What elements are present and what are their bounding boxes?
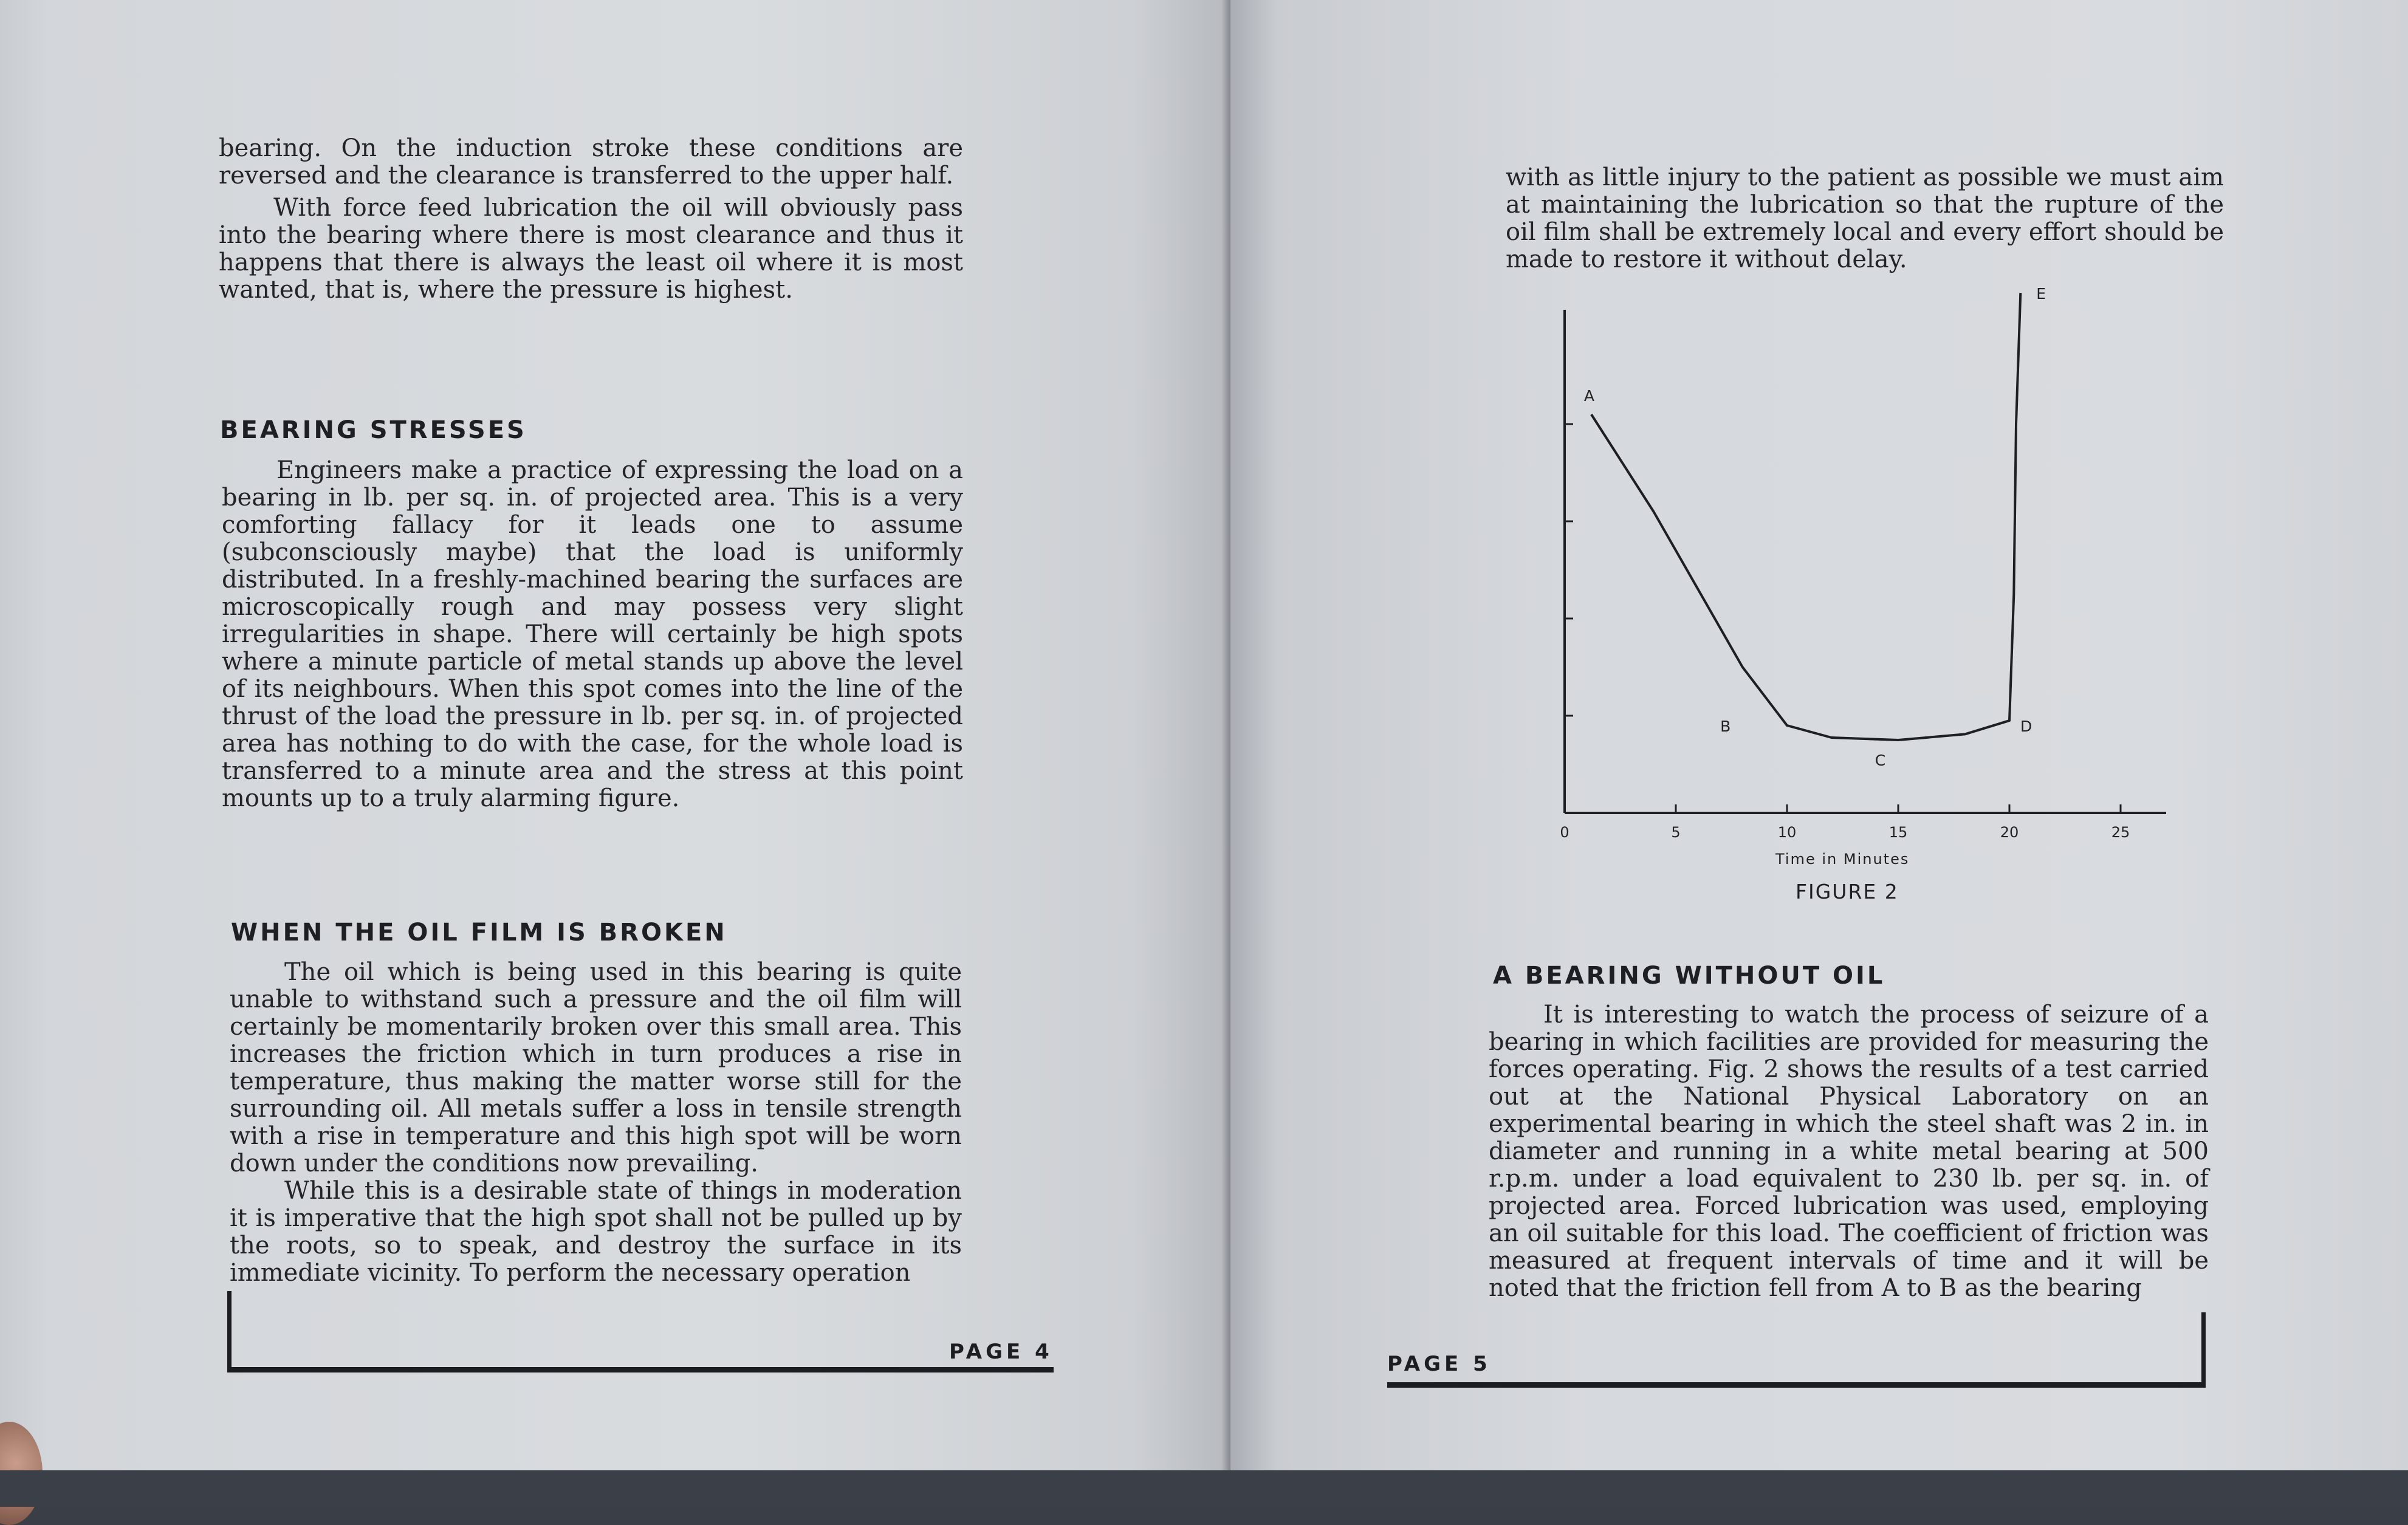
point-label-b: B (1720, 718, 1731, 735)
right-page-number: PAGE 5 (1387, 1352, 1491, 1376)
right-text-interesting: It is interesting to watch the process of seizure of a bearing in which facilities are provided for measuring the forces operating. Fig. 2 shows the results of a test carried out at the National Physical Laboratory on an experimental bearing in which the steel shaft was 2 in. in diameter and running in a white metal bearing at 500 r.p.m. under a load equivalent to 230 lb. per sq. in. of projected area. Forced lubrication was used, employing an oil suitable for this load. The coefficient of friction was measured at frequent intervals of time and it will be noted that the friction fell from A to B as the bearing (1489, 1001, 2209, 1302)
x-axis-label: Time in Minutes (1775, 851, 1910, 868)
left-page-number: PAGE 4 (949, 1340, 1053, 1364)
left-text-engineers: Engineers make a practice of expressing the load on a bearing in lb. per sq. in. of projected area. This is a very comforting fallacy for it leads one to assume (subconsciously maybe) that the load is uniformly distributed. In a freshly-machined bearing the surfaces are microscopically rough and may possess very slight irregularities in shape. There will certainly be high spots where a minute particle of metal stands up above the level of its neighbours. When this spot comes into the line of the thrust of the load the pressure in lb. per sq. in. of projected area has nothing to do with the case, for the whole load is transferred to a minute area and the stress at this point mounts up to a truly alarming figure. (222, 456, 963, 812)
right-text-little-injury: with as little injury to the patient as possible we must aim at maintaining the lubrication so that the rupture of the oil film shall be extremely local and every effort should be made to restore it without delay. (1506, 163, 2224, 273)
heading-oil-film-broken: WHEN THE OIL FILM IS BROKEN (231, 919, 727, 947)
left-footer-rule-vertical (227, 1291, 232, 1370)
left-footer-rule-horizontal (227, 1367, 1054, 1372)
heading-bearing-stresses: BEARING STRESSES (220, 416, 527, 444)
left-para-1 (219, 135, 963, 304)
friction-curve (1591, 293, 2020, 740)
table-surface (0, 1470, 2408, 1507)
figure-2 (1495, 285, 2181, 917)
figure-caption: FIGURE 2 (1796, 880, 1899, 903)
left-text-force-feed: With force feed lubrication the oil will obviously pass into the bearing where there is most clearance and thus it happens that there is always the least oil where it is most wanted, that is, where the pressure is highest. (219, 194, 963, 304)
left-para-bearing-stresses (222, 457, 963, 812)
point-label-c: C (1875, 752, 1886, 769)
left-text-bearing-induction: bearing. On the induction stroke these conditions are reversed and the clearance is transferred to the upper half. (219, 134, 963, 190)
x-tick-label-20: 20 (2000, 824, 2019, 841)
x-tick-label-0: 0 (1560, 824, 1569, 841)
x-tick-label-15: 15 (1888, 824, 1908, 841)
left-text-desirable: While this is a desirable state of things in moderation it is imperative that the high spot shall not be pulled up by the roots, so to speak, and destroy the surface in its immediate vicinity. To perform the necessary operation (230, 1177, 962, 1287)
x-tick-label-5: 5 (1671, 824, 1681, 841)
friction-chart (1495, 285, 2181, 887)
x-tick-label-10: 10 (1777, 824, 1797, 841)
heading-bearing-without-oil: A BEARING WITHOUT OIL (1493, 962, 1885, 990)
point-label-e: E (2036, 285, 2046, 303)
point-label-a: A (1583, 387, 1595, 405)
x-tick-label-25: 25 (2111, 824, 2130, 841)
left-para-oil-film (230, 959, 962, 1287)
left-text-oil-unable: The oil which is being used in this bearing is quite unable to withstand such a pressure and the oil film will certainly be momentarily broken over this small area. This increases the friction which in turn produces a rise in temperature, thus making the matter worse still for the surrounding oil. All metals suffer a loss in tensile strength with a rise in temperature and this high spot will be worn down under the conditions now prevailing. (230, 958, 962, 1177)
right-para-1 (1506, 164, 2224, 273)
point-label-d: D (2020, 718, 2032, 735)
